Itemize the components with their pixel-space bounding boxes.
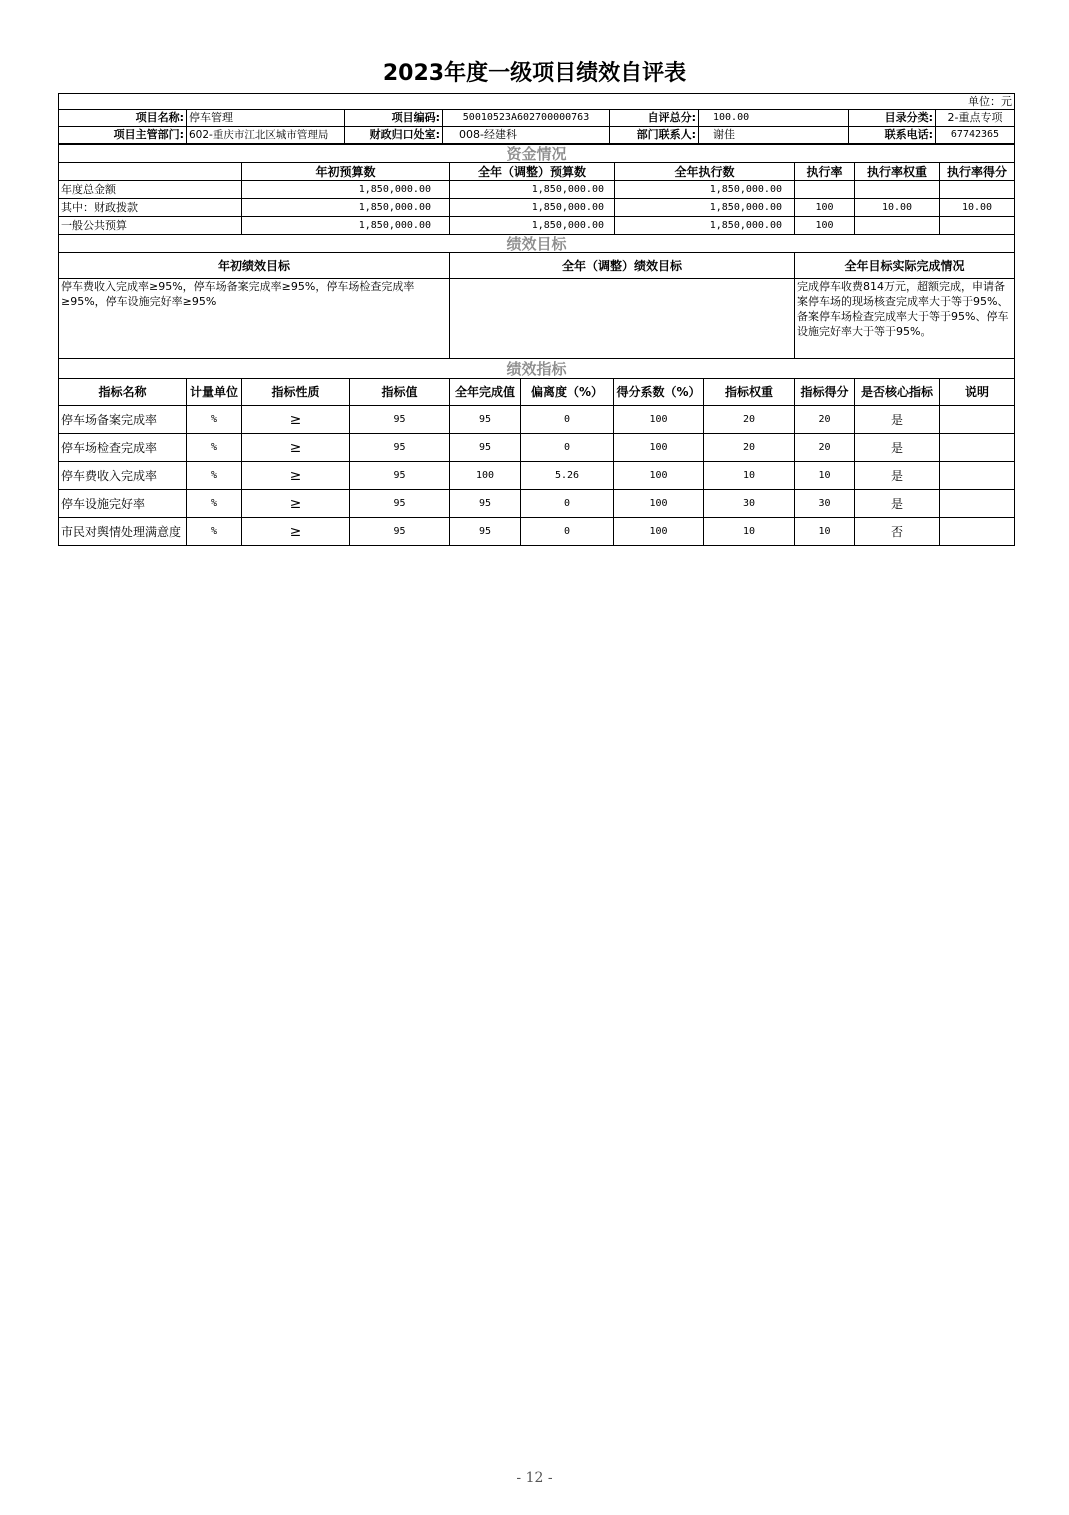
ind-score: 10 <box>795 462 855 490</box>
ind-name: 市民对舆情处理满意度 <box>59 518 187 546</box>
ind-note <box>940 434 1015 462</box>
ind-actual: 95 <box>450 406 521 434</box>
indicator-row <box>59 518 1015 546</box>
phone-label: 联系电话: <box>849 127 936 144</box>
funds-executed: 1,850,000.00 <box>615 199 795 217</box>
ind-header: 偏离度（%） <box>521 379 614 406</box>
funds-executed: 1,850,000.00 <box>615 181 795 199</box>
ind-nature: ≥ <box>242 462 350 490</box>
contact-label: 部门联系人: <box>610 127 699 144</box>
ind-header: 指标值 <box>350 379 450 406</box>
funds-section-title: 资金情况 <box>59 145 1015 163</box>
ind-coef: 100 <box>614 518 704 546</box>
self-score-label: 自评总分: <box>610 110 699 127</box>
indicator-row <box>59 406 1015 434</box>
ind-name: 停车费收入完成率 <box>59 462 187 490</box>
funds-adjusted: 1,850,000.00 <box>450 181 615 199</box>
funds-rate: 100 <box>795 199 855 217</box>
ind-deviation: 0 <box>521 518 614 546</box>
funds-weight: 10.00 <box>855 199 940 217</box>
ind-core: 是 <box>855 462 940 490</box>
dept-label: 项目主管部门: <box>59 127 187 144</box>
ind-target: 95 <box>350 406 450 434</box>
ind-core: 是 <box>855 490 940 518</box>
ind-deviation: 0 <box>521 434 614 462</box>
ind-unit: % <box>187 518 242 546</box>
page-number: - 12 - <box>516 1470 553 1486</box>
funds-row <box>59 199 1015 217</box>
funds-row-name: 年度总金额 <box>59 181 242 199</box>
funds-header: 执行率 <box>795 163 855 181</box>
goals-header-adjusted: 全年（调整）绩效目标 <box>450 253 795 279</box>
ind-unit: % <box>187 406 242 434</box>
ind-weight: 20 <box>704 406 795 434</box>
ind-header: 说明 <box>940 379 1015 406</box>
ind-target: 95 <box>350 490 450 518</box>
finance-label: 财政归口处室: <box>345 127 443 144</box>
funds-initial: 1,850,000.00 <box>242 199 450 217</box>
ind-nature: ≥ <box>242 406 350 434</box>
ind-coef: 100 <box>614 406 704 434</box>
funds-weight <box>855 217 940 235</box>
indicator-row <box>59 434 1015 462</box>
ind-score: 20 <box>795 406 855 434</box>
funds-row-name: 其中：财政拨款 <box>59 199 242 217</box>
goals-section-title: 绩效目标 <box>59 235 1015 253</box>
ind-header: 指标权重 <box>704 379 795 406</box>
funds-header: 执行率得分 <box>940 163 1015 181</box>
funds-row-name: 一般公共预算 <box>59 217 242 235</box>
ind-header: 得分系数（%） <box>614 379 704 406</box>
ind-name: 停车场备案完成率 <box>59 406 187 434</box>
ind-actual: 95 <box>450 490 521 518</box>
goals-table <box>58 234 1015 359</box>
info-table <box>58 93 1015 144</box>
ind-deviation: 0 <box>521 490 614 518</box>
ind-header: 指标性质 <box>242 379 350 406</box>
ind-deviation: 5.26 <box>521 462 614 490</box>
ind-core: 是 <box>855 406 940 434</box>
ind-note <box>940 462 1015 490</box>
ind-note <box>940 406 1015 434</box>
ind-weight: 10 <box>704 462 795 490</box>
ind-score: 20 <box>795 434 855 462</box>
ind-name: 停车场检查完成率 <box>59 434 187 462</box>
indicators-table <box>58 358 1015 546</box>
ind-actual: 100 <box>450 462 521 490</box>
ind-note <box>940 490 1015 518</box>
ind-score: 10 <box>795 518 855 546</box>
ind-note <box>940 518 1015 546</box>
funds-weight <box>855 181 940 199</box>
funds-header: 执行率权重 <box>855 163 940 181</box>
funds-row <box>59 181 1015 199</box>
indicators-section-title: 绩效指标 <box>59 359 1015 379</box>
funds-header: 年初预算数 <box>242 163 450 181</box>
contact: 谢佳 <box>699 127 849 144</box>
project-name-label: 项目名称: <box>59 110 187 127</box>
funds-header: 全年（调整）预算数 <box>450 163 615 181</box>
funds-rate <box>795 181 855 199</box>
ind-unit: % <box>187 462 242 490</box>
funds-executed: 1,850,000.00 <box>615 217 795 235</box>
ind-nature: ≥ <box>242 490 350 518</box>
ind-weight: 30 <box>704 490 795 518</box>
ind-nature: ≥ <box>242 518 350 546</box>
funds-table <box>58 144 1015 235</box>
ind-target: 95 <box>350 434 450 462</box>
ind-core: 否 <box>855 518 940 546</box>
phone: 67742365 <box>936 127 1015 144</box>
ind-header: 指标得分 <box>795 379 855 406</box>
ind-unit: % <box>187 490 242 518</box>
ind-weight: 20 <box>704 434 795 462</box>
project-name: 停车管理 <box>187 110 345 127</box>
page-title: 2023年度一级项目绩效自评表 <box>382 61 687 86</box>
ind-target: 95 <box>350 462 450 490</box>
funds-score: 10.00 <box>940 199 1015 217</box>
ind-nature: ≥ <box>242 434 350 462</box>
ind-name: 停车设施完好率 <box>59 490 187 518</box>
goals-initial: 停车费收入完成率≥95%，停车场备案完成率≥95%，停车场检查完成率≥95%，停车设施完好率≥95% <box>59 279 450 359</box>
ind-core: 是 <box>855 434 940 462</box>
ind-weight: 10 <box>704 518 795 546</box>
goals-header-initial: 年初绩效目标 <box>59 253 450 279</box>
funds-score <box>940 181 1015 199</box>
goals-actual: 完成停车收费814万元，超额完成，申请备案停车场的现场核查完成率大于等于95%、备案停车场检查完成率大于等于95%、停车设施完好率大于等于95%。 <box>795 279 1015 359</box>
self-score: 100.00 <box>699 110 849 127</box>
funds-initial: 1,850,000.00 <box>242 217 450 235</box>
finance: 008-经建科 <box>443 127 610 144</box>
funds-header-blank <box>59 163 242 181</box>
ind-target: 95 <box>350 518 450 546</box>
project-code-label: 项目编码: <box>345 110 443 127</box>
ind-header: 全年完成值 <box>450 379 521 406</box>
indicator-row <box>59 462 1015 490</box>
unit-label: 单位：元 <box>59 94 1015 110</box>
goals-header-actual: 全年目标实际完成情况 <box>795 253 1015 279</box>
funds-rate: 100 <box>795 217 855 235</box>
ind-header: 是否核心指标 <box>855 379 940 406</box>
goals-adjusted <box>450 279 795 359</box>
ind-header: 指标名称 <box>59 379 187 406</box>
ind-score: 30 <box>795 490 855 518</box>
ind-header: 计量单位 <box>187 379 242 406</box>
funds-score <box>940 217 1015 235</box>
catalog-label: 目录分类: <box>849 110 936 127</box>
indicator-row <box>59 490 1015 518</box>
funds-adjusted: 1,850,000.00 <box>450 199 615 217</box>
funds-row <box>59 217 1015 235</box>
ind-unit: % <box>187 434 242 462</box>
catalog: 2-重点专项 <box>936 110 1015 127</box>
dept: 602-重庆市江北区城市管理局 <box>187 127 345 144</box>
ind-coef: 100 <box>614 434 704 462</box>
ind-actual: 95 <box>450 518 521 546</box>
funds-initial: 1,850,000.00 <box>242 181 450 199</box>
ind-deviation: 0 <box>521 406 614 434</box>
funds-adjusted: 1,850,000.00 <box>450 217 615 235</box>
funds-header: 全年执行数 <box>615 163 795 181</box>
project-code: 50010523A602700000763 <box>443 110 610 127</box>
ind-actual: 95 <box>450 434 521 462</box>
ind-coef: 100 <box>614 462 704 490</box>
ind-coef: 100 <box>614 490 704 518</box>
